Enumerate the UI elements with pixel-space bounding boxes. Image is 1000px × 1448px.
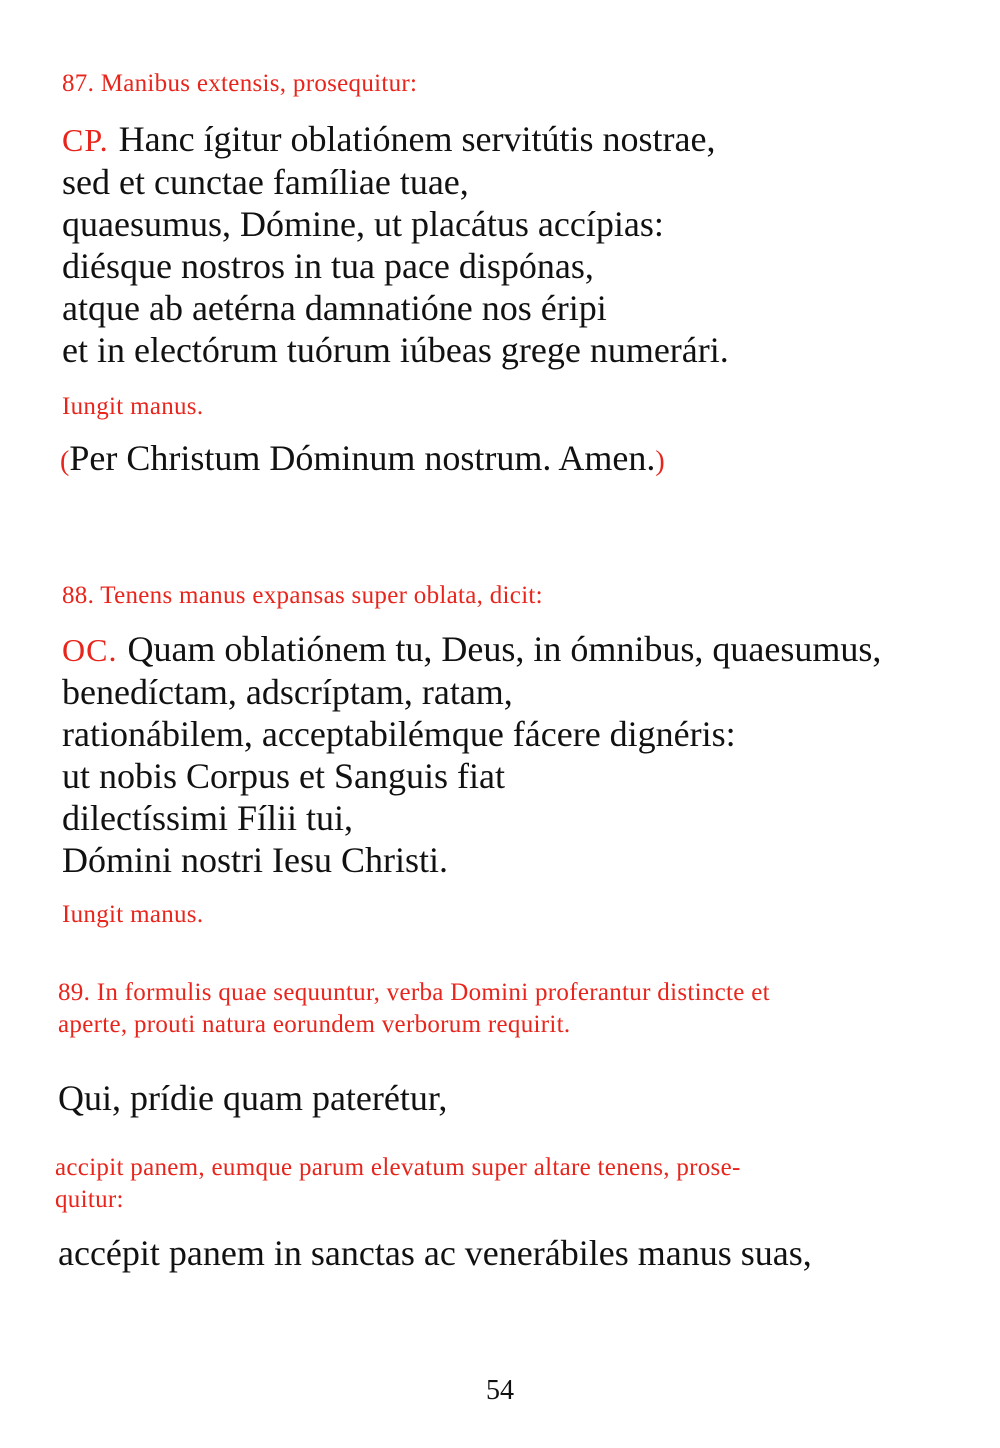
prayer-line [62,628,881,671]
prayer-line: benedíctam, adscríptam, ratam, [62,672,513,712]
page-number: 54 [486,1375,514,1406]
prayer-line: rationábilem, acceptabilémque fácere dignéris: [62,714,736,754]
prayer-line: et in electórum tuórum iúbeas grege numerári. [62,330,729,370]
conclusion-87 [60,437,665,483]
prayer-line: Dómini nostri Iesu Christi. [62,840,448,880]
prayer-line [62,118,729,161]
prayer-87 [62,118,729,371]
rubric-line: quitur: [55,1186,124,1213]
rubric-87: 87. Manibus extensis, prosequitur: [62,70,418,97]
prayer-line: ut nobis Corpus et Sanguis fiat [62,756,505,796]
prayer-88 [62,628,881,881]
prayer-line: dilectíssimi Fílii tui, [62,798,354,838]
prayer-89-accepit: accépit panem in sanctas ac venerábiles manus suas, [58,1233,812,1273]
open-paren: ( [60,446,70,477]
prayer-line: diésque nostros in tua pace dispónas, [62,246,594,286]
rubric-88: 88. Tenens manus expansas super oblata, dicit: [62,582,543,609]
rubric-89 [58,977,770,1041]
iungit-rubric-87: Iungit manus. [62,393,204,420]
prayer-line: quaesumus, Dómine, ut placátus accípias: [62,204,664,244]
prayer-line-text: Hanc ígitur oblatiónem servitútis nostrae, [118,119,716,159]
cp-marker: CP. [62,122,109,158]
prayer-89-line: Qui, prídie quam paterétur, [58,1078,448,1118]
conclusion-line [60,437,665,483]
prayer-line: sed et cunctae famíliae tuae, [62,162,469,202]
rubric-line: accipit panem, eumque parum elevatum super altare tenens, prose- [55,1154,741,1181]
oc-marker: OC. [62,632,118,668]
prayer-line-text: Quam oblatiónem tu, Deus, in ómnibus, quaesumus, [127,629,882,669]
iungit-rubric-88: Iungit manus. [62,901,204,928]
rubric-line: aperte, prouti natura eorundem verborum requirit. [58,1011,571,1038]
rubric-89-accipit [55,1152,741,1216]
rubric-line: 89. In formulis quae sequuntur, verba Domini proferantur distincte et [58,979,770,1006]
close-paren: ) [655,446,665,477]
conclusion-text: Per Christum Dóminum nostrum. Amen. [69,438,656,478]
prayer-line: atque ab aetérna damnatióne nos éripi [62,288,607,328]
